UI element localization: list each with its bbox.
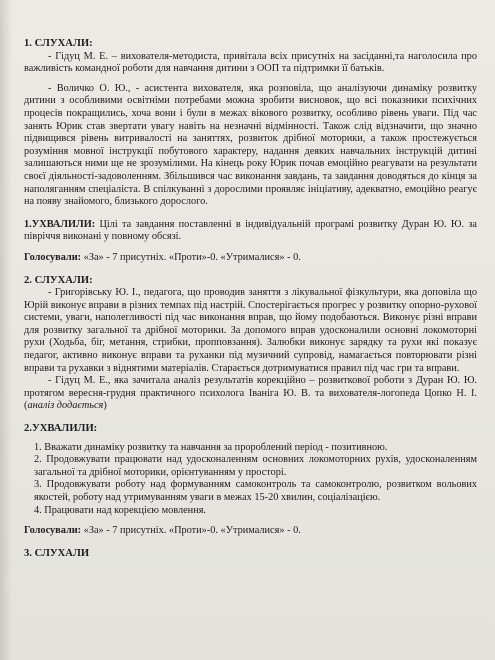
decision-1 [24, 219, 477, 244]
section-2-paragraph-2 [24, 375, 477, 413]
vote-result: «За» - 7 присутніх. «Проти»-0. «Утрималися» - 0. [81, 251, 301, 263]
speaker-text: , педагога, що проводив заняття з лікувальної фізкультури, яка доповіла що Юрій виконує вправи в різних темпах під настрій. Спостерігається прогрес у розвитку опорно-рухової системи, уваги, наполегливості під час виконання вправ, що йому подобаються. Виконує різні вправи для розвитку загальної та дрібної моторики. За допомого вправ удосконалили основні локомоторні рухи (Ходьба, біг, метання, стрибки, пропповзання). Залюбки виконує зарядку та рухи які показує педагог, активно виконує вправи та руханки під музичний супровід, намагається повторювати різні вправи та рухавки з віднятими матеріалів. Старається дотримуватися правил під час гри та вправи. [24, 287, 477, 374]
list-item: 3. Продовжувати роботу над формуванням самоконтроль та самоконтролю, розвитком вольових якостей, роботу над утримуванням уваги в межах 15-20 хвилин, соціалізацією. [34, 479, 477, 503]
decision-2-list [24, 442, 477, 518]
speaker-name: - Воличко О. Ю. [48, 82, 128, 94]
page-edge-shadow [0, 0, 12, 660]
section-3-heading: 3. СЛУХАЛИ [24, 547, 90, 559]
vote-label: Голосували: [24, 525, 82, 537]
speaker-text: , - асистента вихователя, яка розповіла, що аналізуючи динаміку розвитку дитини з особливими освітніми потребами можна зробити висновок, що всі показники психічних процесів покращились, хоча вони і були в межах вікового розвитку, особливо рівень уваги. Під час занять Юрик став звертати увагу навіть на незначні відмінності. Також слід відзначити, що значно підвищився рівень витривалості на заняттях, розвиток дрібної моторики, а також простежується розуміння мовної інструкції побутового характеру, надання деяких навчальних інструкцій дитині залишаються ними ще не зрозумілими. На кінець року Юрик почав емоційно реагувати на результати своєї діяльності-задоволенням. Збільшився час виконання завдань, та завдання доводяться до кінця за наполяганням спеціаліста. В спілкуванні з дорослими проявляє ініціативу, адекватно, емоційно реагує на появу знайомого, близького дорослого. [24, 82, 478, 208]
section-2-paragraph-1 [24, 287, 477, 375]
speaker-name: - Гідуц М. Е. [48, 375, 108, 387]
section-2-heading: 2. СЛУХАЛИ: [24, 274, 93, 286]
section-1-paragraph-2 [24, 83, 477, 209]
vote-label: Голосували: [24, 251, 82, 263]
attachment-note: аналіз додається [27, 400, 104, 412]
section-1-heading: 1. СЛУХАЛИ: [24, 38, 93, 49]
speaker-text: – вихователя-методиста, привітала всіх присутніх на засіданні,та наголосила про важливість командної роботи для навчання дитини з ООП та підтримки її батьків. [24, 50, 477, 75]
vote-result: «За» - 7 присутніх. «Проти»-0. «Утрималися» - 0. [81, 525, 301, 537]
decision-1-text: Цілі та завдання поставленні в індивідуальній програмі розвитку Дуран Ю. Ю. за півріччя виконані у повному обсязі. [24, 218, 477, 243]
decision-2-heading: 2.УХВАЛИЛИ: [24, 423, 98, 435]
list-item: 2. Продовжувати працювати над удосконаленням основних локомоторних рухів, удосконаленням загальної та дрібної моторики, орієнтуванням у просторі. [34, 454, 477, 478]
decision-1-vote [24, 252, 477, 265]
speaker-text: , яка зачитала аналіз результатів корекційно – розвиткової роботи з Дуран Ю. Ю. протягом вересня-грудня практичного психолога Іванігa Ю. В. та вихователя-логопеда Цопко Н. І.( [24, 375, 477, 412]
list-item: 1. Вважати динаміку розвитку та навчання за пророблений період - позитивною. [34, 441, 388, 453]
decision-1-heading: 1.УХВАЛИЛИ: [24, 218, 96, 230]
speaker-name: - Гідуц М. Е. [48, 50, 109, 62]
list-item: 4. Працювати над корекцією мовлення. [34, 504, 206, 516]
attachment-note-close: ) [103, 400, 107, 412]
speaker-name: - Григорівську Ю. І. [48, 287, 138, 299]
decision-2-vote [24, 525, 477, 538]
section-1-paragraph-1 [24, 51, 477, 76]
